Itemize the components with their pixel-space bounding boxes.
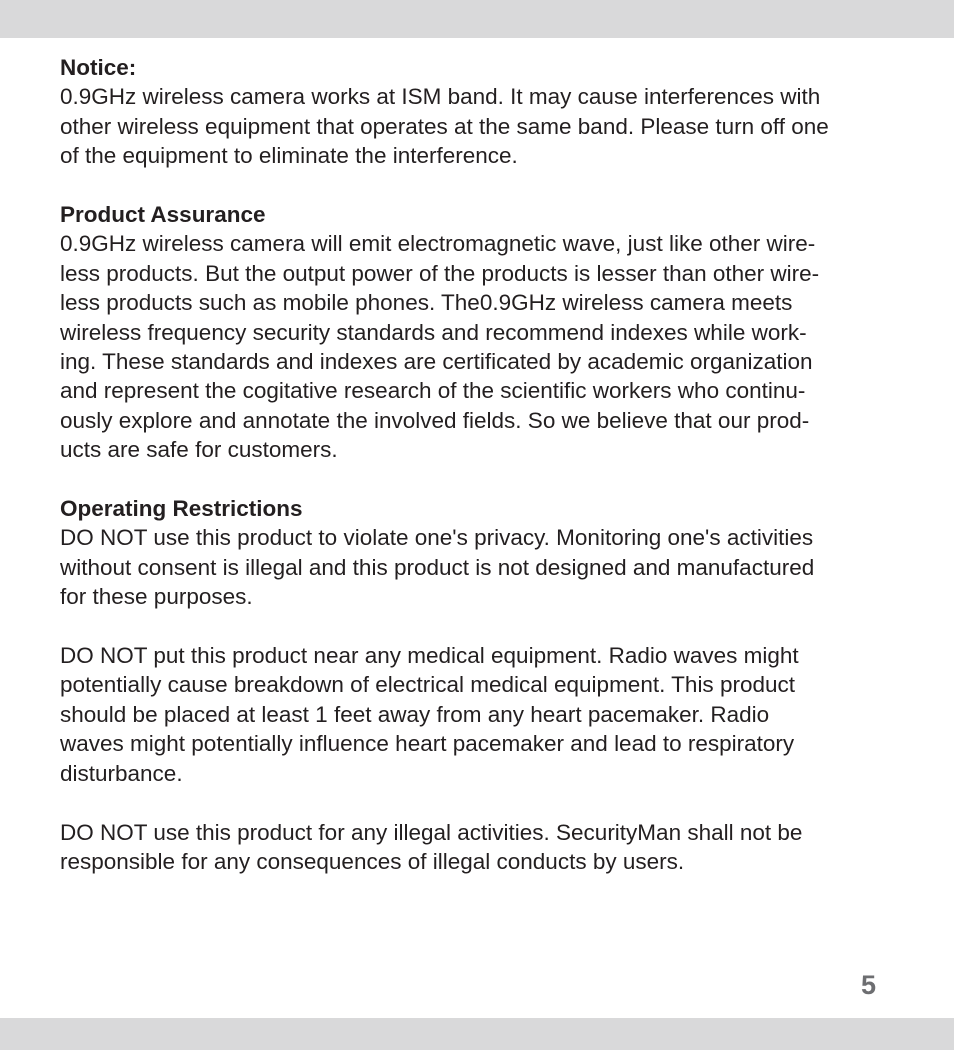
operating-restrictions-heading: Operating Restrictions: [60, 496, 303, 522]
notice-heading: Notice:: [60, 55, 137, 80]
notice-line: 0.9GHz wireless camera works at ISM band. It may cause interferences with: [60, 84, 821, 110]
medical-restriction-line: potentially cause breakdown of electrical medical equipment. This product: [60, 672, 795, 698]
privacy-restriction-line: DO NOT use this product to violate one's privacy. Monitoring one's activities: [60, 525, 814, 551]
medical-restriction-line: waves might potentially influence heart pacemaker and lead to respiratory: [60, 731, 795, 757]
page-number: 5: [861, 970, 877, 1000]
privacy-restriction-line: for these purposes.: [60, 584, 253, 610]
medical-restriction-paragraph: [60, 641, 930, 788]
operating-restrictions-section: [60, 494, 930, 612]
bottom-gray-band: [0, 1018, 954, 1050]
privacy-restriction-line: without consent is illegal and this product is not designed and manufactured: [60, 554, 815, 580]
product-assurance-line: wireless frequency security standards and recommend indexes while work-: [60, 319, 807, 345]
product-assurance-line: and represent the cogitative research of the scientific workers who continu-: [60, 378, 806, 404]
product-assurance-heading: Product Assurance: [60, 202, 266, 228]
illegal-use-restriction-line: DO NOT use this product for any illegal activities. SecurityMan shall not be: [60, 819, 803, 845]
product-assurance-section: [60, 200, 930, 465]
product-assurance-line: ing. These standards and indexes are certificated by academic organization: [60, 349, 813, 375]
illegal-use-restriction-paragraph: [60, 818, 930, 877]
product-assurance-line: 0.9GHz wireless camera will emit electromagnetic wave, just like other wire-: [60, 231, 816, 257]
manual-page-body: [60, 53, 930, 906]
notice-line: other wireless equipment that operates at the same band. Please turn off one: [60, 113, 829, 139]
top-gray-band: [0, 0, 954, 38]
product-assurance-line: less products such as mobile phones. The0.9GHz wireless camera meets: [60, 290, 793, 316]
notice-line: of the equipment to eliminate the interference.: [60, 143, 518, 169]
product-assurance-line: less products. But the output power of the products is lesser than other wire-: [60, 260, 820, 286]
notice-section: [60, 53, 930, 171]
product-assurance-line: ucts are safe for customers.: [60, 437, 338, 463]
medical-restriction-line: disturbance.: [60, 760, 183, 786]
product-assurance-line: ously explore and annotate the involved fields. So we believe that our prod-: [60, 407, 810, 433]
medical-restriction-line: should be placed at least 1 feet away from any heart pacemaker. Radio: [60, 701, 770, 727]
medical-restriction-line: DO NOT put this product near any medical equipment. Radio waves might: [60, 643, 799, 669]
illegal-use-restriction-line: responsible for any consequences of illegal conducts by users.: [60, 848, 685, 874]
